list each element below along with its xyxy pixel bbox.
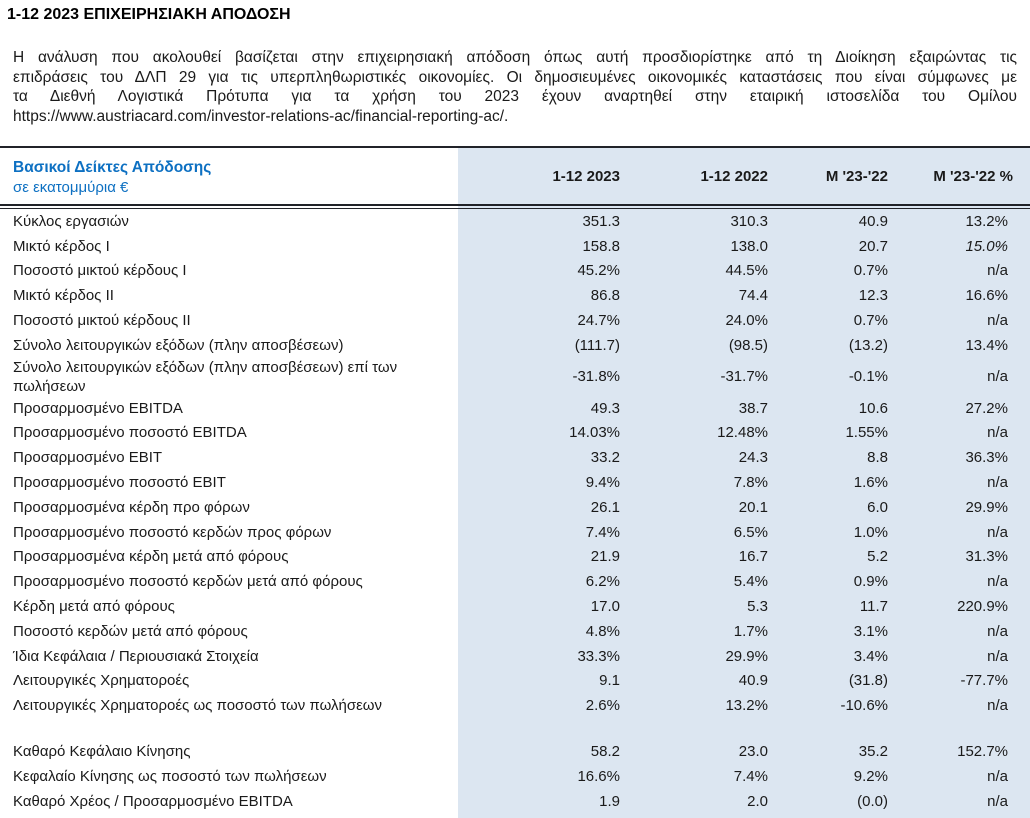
cell-1-12-2022: (98.5) [728,336,768,354]
cell-delta-pct: -77.7% [960,672,1008,690]
cell-delta: 0.7% [853,262,888,280]
row-label: Σύνολο λειτουργικών εξόδων (πλην αποσβέσεων) [13,336,344,354]
table-body [0,209,1030,814]
cell-1-12-2022: 138.0 [730,237,768,255]
row-label: Κύκλος εργασιών [13,212,129,230]
report-url-text: https://www.austriacard.com/investor-relations-ac/financial-reporting-ac/. [13,107,509,125]
cell-1-12-2023: 9.1 [599,672,620,690]
row-label: Προσαρμοσμένο ποσοστό κερδών μετά από φόρους [13,573,363,591]
cell-delta: 9.2% [853,767,888,785]
cell-1-12-2023: 21.9 [590,548,620,566]
cell-delta-pct: n/a [987,573,1008,591]
cell-delta-pct: n/a [987,474,1008,492]
cell-1-12-2022: 24.3 [738,449,768,467]
row-label: Ίδια Κεφάλαια / Περιουσιακά Στοιχεία [13,647,259,665]
paragraph-line: Η ανάλυση που ακολουθεί βασίζεται στην επιχειρησιακή απόδοση όπως αυτή προσδιορίστηκε από τη Διοίκηση εξαιρώντας τις [13,49,1017,66]
cell-1-12-2022: 310.3 [730,212,768,230]
cell-1-12-2022: 74.4 [738,287,768,305]
cell-1-12-2023: 158.8 [582,237,620,255]
cell-delta: 0.7% [853,312,888,330]
cell-1-12-2022: 16.7 [738,548,768,566]
table-row [0,569,1030,594]
paragraph-line: τα Διεθνή Λογιστικά Πρότυπα για τα χρήση του 2023 έχουν αναρτηθεί στην εταιρική ιστοσελίδα του Ομίλου [13,88,1017,105]
row-label: Προσαρμοσμένο ποσοστό EBIT [13,474,226,492]
cell-1-12-2023: 4.8% [585,622,620,640]
cell-1-12-2022: 24.0% [725,312,768,330]
row-label: Προσαρμοσμένο EBITDA [13,399,183,417]
table-title: Βασικοί Δείκτες Απόδοσης [13,159,212,176]
cell-delta-pct: n/a [987,792,1008,810]
row-label: Προσαρμοσμένο EBIT [13,449,163,467]
table-row [0,421,1030,446]
cell-1-12-2022: 29.9% [725,647,768,665]
cell-delta-pct: 13.2% [965,212,1008,230]
column-header-1-12-2023: 1-12 2023 [552,167,620,185]
cell-1-12-2023: 16.6% [577,767,620,785]
cell-1-12-2023: 33.2 [590,449,620,467]
cell-1-12-2022: 23.0 [738,743,768,761]
table-row [0,396,1030,421]
cell-delta-pct: n/a [987,368,1008,386]
cell-delta-pct: n/a [987,767,1008,785]
table-row [0,209,1030,234]
cell-1-12-2022: -31.7% [720,368,768,386]
cell-1-12-2023: 26.1 [590,498,620,516]
table-row [0,520,1030,545]
cell-1-12-2023: (111.7) [574,336,620,354]
table-row [0,739,1030,764]
cell-1-12-2023: 2.6% [585,697,620,715]
table-row [0,693,1030,718]
cell-delta: 6.0 [867,498,888,516]
row-label: Καθαρό Κεφάλαιο Κίνησης [13,743,191,761]
row-label: Μικτό κέρδος I [13,237,110,255]
cell-delta-pct: n/a [987,697,1008,715]
table-row [0,308,1030,333]
cell-delta: 1.0% [853,523,888,541]
cell-delta: 40.9 [858,212,888,230]
cell-delta-pct: 16.6% [965,287,1008,305]
table-header-row [0,148,1030,204]
cell-1-12-2023: 1.9 [599,792,620,810]
cell-delta: 1.6% [853,474,888,492]
cell-delta-pct: n/a [987,262,1008,280]
table-title-block [0,148,458,204]
cell-delta: (13.2) [848,336,888,354]
cell-1-12-2022: 7.4% [733,767,768,785]
cell-1-12-2022: 12.48% [717,424,768,442]
row-label: Προσαρμοσμένο ποσοστό κερδών προς φόρων [13,523,332,541]
cell-delta-pct: 13.4% [965,336,1008,354]
cell-delta-pct: n/a [987,424,1008,442]
table-row [0,234,1030,259]
cell-delta: 1.55% [845,424,888,442]
table-row [0,333,1030,358]
kpi-table [0,146,1030,818]
cell-1-12-2022: 40.9 [738,672,768,690]
table-spacer-row [0,718,1030,739]
table-row [0,283,1030,308]
cell-delta: 11.7 [859,598,888,616]
table-row [0,594,1030,619]
cell-1-12-2023: 24.7% [577,312,620,330]
row-label: Μικτό κέρδος II [13,287,114,305]
cell-1-12-2023: -31.8% [572,368,620,386]
row-label: Λειτουργικές Χρηματοροές ως ποσοστό των πωλήσεων [13,697,382,715]
cell-1-12-2023: 6.2% [585,573,620,591]
cell-delta-pct: n/a [987,622,1008,640]
table-row [0,644,1030,669]
cell-delta-pct: 15.0% [965,237,1008,255]
cell-delta: (0.0) [857,792,888,810]
cell-delta-pct: 29.9% [965,498,1008,516]
paragraph-line: επιδράσεις του ΔΛΠ 29 για τις υπερπληθωριστικές οικονομίες. Οι δημοσιευμένες οικονομικές καταστάσεις που είναι σύμφωνες με [13,68,1017,86]
intro-paragraph [13,48,1017,126]
cell-1-12-2022: 44.5% [725,262,768,280]
cell-delta: 12.3 [858,287,888,305]
cell-1-12-2023: 33.3% [577,647,620,665]
cell-delta: 3.4% [853,647,888,665]
table-row [0,764,1030,789]
row-label: Κέρδη μετά από φόρους [13,598,175,616]
cell-delta: 20.7 [858,237,888,255]
cell-delta-pct: 27.2% [965,399,1008,417]
cell-1-12-2022: 5.4% [733,573,768,591]
table-row [0,619,1030,644]
cell-delta-pct: n/a [987,312,1008,330]
cell-1-12-2023: 49.3 [590,399,620,417]
cell-1-12-2023: 9.4% [585,474,620,492]
cell-delta: 35.2 [858,743,888,761]
table-row [0,445,1030,470]
row-label: Προσαρμοσμένα κέρδη προ φόρων [13,498,250,516]
row-label: Ποσοστό κερδών μετά από φόρους [13,622,248,640]
table-row [0,669,1030,694]
cell-delta-pct: n/a [987,647,1008,665]
cell-1-12-2023: 7.4% [585,523,620,541]
table-row [0,545,1030,570]
cell-1-12-2022: 13.2% [725,697,768,715]
cell-delta: 10.6 [858,399,888,417]
cell-1-12-2023: 351.3 [582,212,620,230]
page-title: 1-12 2023 ΕΠΙΧΕΙΡΗΣΙΑΚΗ ΑΠΟΔΟΣΗ [7,6,291,23]
cell-1-12-2022: 1.7% [733,622,768,640]
cell-1-12-2023: 58.2 [590,743,620,761]
cell-delta-pct: 36.3% [965,449,1008,467]
row-label: Προσαρμοσμένα κέρδη μετά από φόρους [13,548,289,566]
cell-delta: -0.1% [848,368,888,386]
cell-delta: (31.8) [848,672,888,690]
cell-delta-pct: 152.7% [957,743,1008,761]
cell-delta: -10.6% [840,697,888,715]
cell-1-12-2022: 38.7 [738,399,768,417]
row-label: Κεφαλαίο Κίνησης ως ποσοστό των πωλήσεων [13,767,327,785]
table-row [0,470,1030,495]
cell-1-12-2022: 2.0 [747,792,768,810]
table-row [0,358,1030,396]
row-label: Ποσοστό μικτού κέρδους II [13,312,191,330]
cell-1-12-2022: 5.3 [747,598,768,616]
cell-1-12-2023: 14.03% [569,424,620,442]
row-label: Ποσοστό μικτού κέρδους I [13,262,187,280]
table-row [0,789,1030,814]
table-subtitle: σε εκατομμύρια € [13,179,129,196]
cell-1-12-2022: 6.5% [733,523,768,541]
table-row [0,495,1030,520]
cell-1-12-2022: 7.8% [733,474,768,492]
cell-delta-pct: 220.9% [957,598,1008,616]
column-header-delta: M '23-'22 [825,167,888,185]
cell-1-12-2023: 17.0 [590,598,620,616]
cell-delta-pct: 31.3% [965,548,1008,566]
cell-1-12-2023: 86.8 [590,287,620,305]
row-label: Σύνολο λειτουργικών εξόδων (πλην αποσβέσεων) επί των πωλήσεων [13,358,398,395]
cell-1-12-2022: 20.1 [738,498,768,516]
column-header-1-12-2022: 1-12 2022 [700,167,768,185]
column-header-delta-pct: M '23-'22 % [933,167,1013,185]
cell-delta: 0.9% [853,573,888,591]
row-label: Καθαρό Χρέος / Προσαρμοσμένο EBITDA [13,792,293,810]
cell-delta: 3.1% [853,622,888,640]
row-label: Λειτουργικές Χρηματοροές [13,672,190,690]
row-label: Προσαρμοσμένο ποσοστό EBITDA [13,424,247,442]
cell-1-12-2023: 45.2% [577,262,620,280]
cell-delta: 8.8 [867,449,888,467]
table-row [0,259,1030,284]
cell-delta: 5.2 [867,548,888,566]
cell-delta-pct: n/a [987,523,1008,541]
